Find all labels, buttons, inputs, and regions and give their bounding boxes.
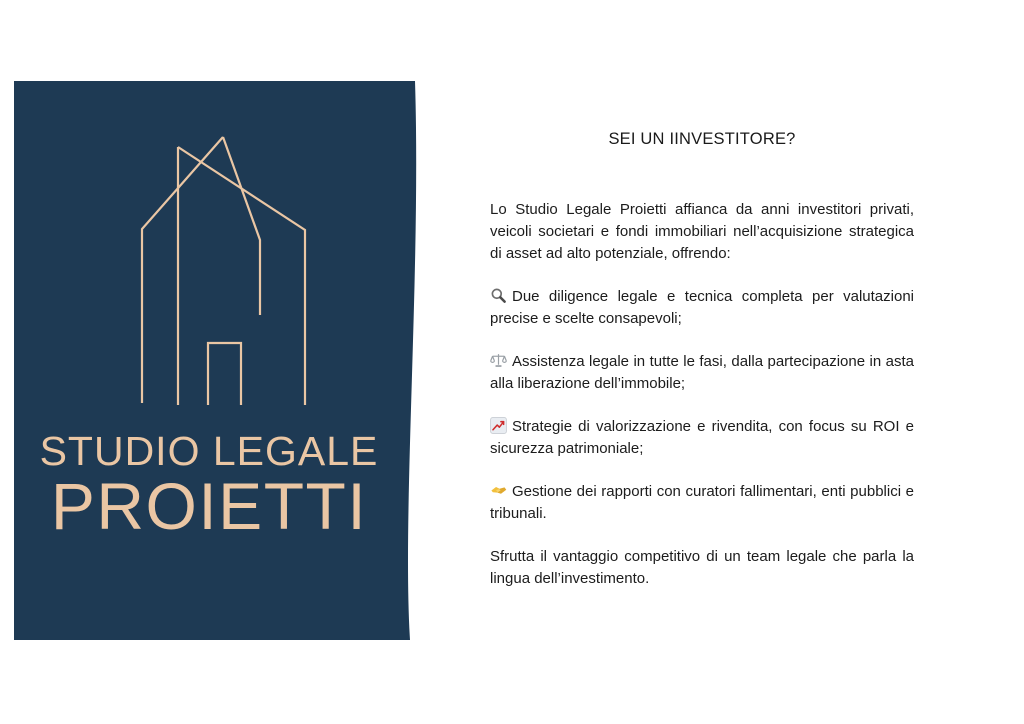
bullet-text: Strategie di valorizzazione e rivendita, con focus su ROI e sicurezza patrimoniale; [490, 418, 914, 457]
content-column [490, 130, 914, 590]
bullet-text: Gestione dei rapporti con curatori fallimentari, enti pubblici e tribunali. [490, 483, 914, 522]
brand-panel-shape [14, 81, 418, 640]
bullet-due-diligence [490, 286, 914, 330]
brand-panel [14, 81, 418, 640]
bullet-text: Assistenza legale in tutte le fasi, dalla partecipazione in asta alla liberazione dell’immobile; [490, 353, 914, 392]
brand-name-line2: PROIETTI [50, 469, 368, 543]
bullet-assistenza-legale [490, 351, 914, 395]
page-title: SEI UN IINVESTITORE? [608, 130, 796, 148]
bullet-strategie [490, 416, 914, 460]
chart-up-icon [490, 417, 507, 434]
intro-paragraph: Lo Studio Legale Proietti affianca da anni investitori privati, veicoli societari e fondi immobiliari nell’acquisizione strategica di asset ad alto potenziale, offrendo: [490, 201, 914, 262]
bullet-text: Due diligence legale e tecnica completa per valutazioni precise e scelte consapevoli; [490, 288, 914, 327]
scales-icon [490, 352, 507, 369]
closing-paragraph: Sfrutta il vantaggio competitivo di un team legale che parla la lingua dell’investimento. [490, 548, 914, 587]
handshake-icon [490, 482, 507, 499]
brand-name-line1: STUDIO LEGALE [39, 428, 379, 474]
magnifier-icon [490, 287, 507, 304]
bullet-gestione-rapporti [490, 481, 914, 525]
